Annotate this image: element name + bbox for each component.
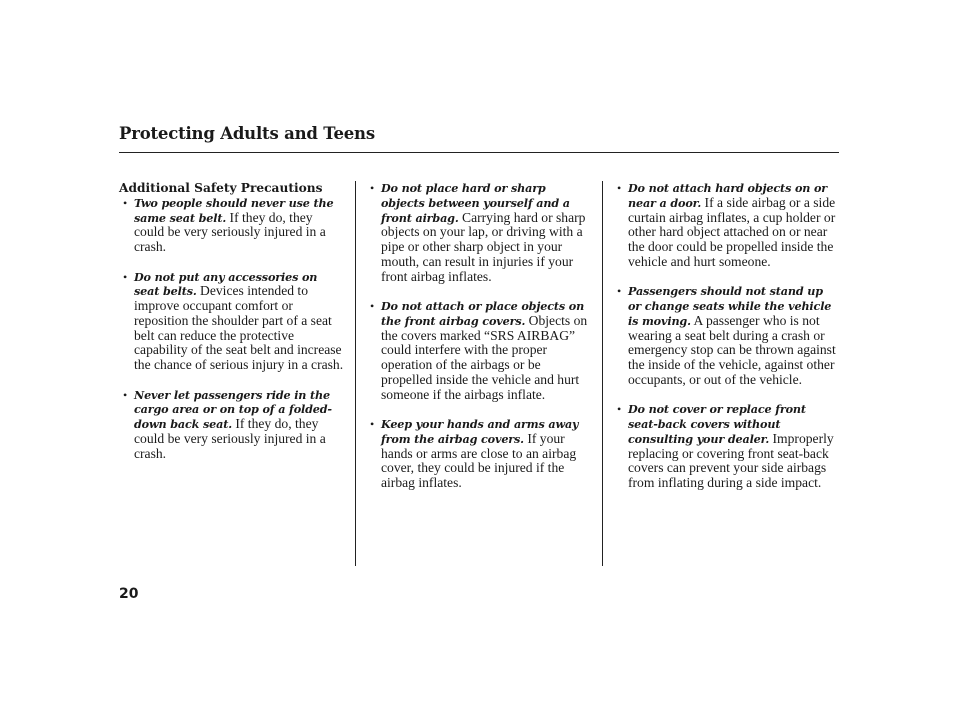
page-title: Protecting Adults and Teens [119, 124, 375, 143]
list-item [366, 299, 592, 402]
list-item [613, 402, 839, 491]
item-lead: Do not cover or replace front seat-back covers without consulting your dealer. [628, 402, 806, 446]
item-text: A passenger who is not wearing a seat belt during a crash or emergency stop can be thrown against the inside of the vehicle, against other occupants, or out of the vehicle. [628, 312, 836, 387]
item-text: If they do, they could be very seriously injured in a crash. [134, 416, 326, 461]
item-text: Devices intended to improve occupant comfort or reposition the shoulder part of a seat belt can reduce the protective capability of the seat belt and increase the chance of serious injury in a crash. [134, 283, 344, 372]
page-number: 20 [119, 586, 139, 602]
column-2 [366, 181, 592, 506]
item-text: If they do, they could be very seriously injured in a crash. [134, 209, 326, 254]
column-3 [613, 181, 839, 506]
list-item [613, 284, 839, 387]
bullet-icon: • [123, 269, 128, 284]
bullet-icon: • [370, 417, 375, 431]
item-lead: Do not attach hard objects on or near a door. [628, 181, 828, 210]
item-lead: Do not place hard or sharp objects between yourself and a front airbag. [381, 181, 570, 225]
item-lead: Do not put any accessories on seat belts. [134, 269, 318, 299]
item-text: If your hands or arms are close to an airbag cover, they could be injured if the airbag inflates. [381, 430, 577, 490]
bullet-icon: • [617, 402, 622, 417]
bullet-icon: • [617, 181, 622, 195]
title-divider [119, 152, 839, 153]
item-lead: Keep your hands and arms away from the airbag covers. [381, 417, 579, 446]
item-text: Carrying hard or sharp objects on your lap, or driving with a pipe or other sharp object in your mouth, can result in injuries if your front airbag inflates. [381, 209, 586, 284]
bullet-icon: • [370, 299, 375, 313]
item-text: Objects on the covers marked “SRS AIRBAG” could interfere with the proper operation of the airbags or be propelled inside the vehicle and hurt someone if the airbags inflate. [381, 312, 588, 402]
precautions-list-2 [366, 181, 592, 491]
item-lead: Passengers should not stand up or change seats while the vehicle is moving. [628, 284, 832, 328]
column-divider [602, 181, 603, 566]
list-item [366, 417, 592, 491]
list-item [119, 270, 345, 373]
column-1 [119, 181, 345, 476]
bullet-icon: • [370, 181, 375, 195]
item-text: Improperly replacing or covering front seat-back covers can prevent your side airbags from inflating during a side impact. [628, 430, 834, 490]
bullet-icon: • [617, 284, 622, 299]
item-lead: Two people should never use the same seat belt. [134, 195, 334, 225]
bullet-icon: • [123, 195, 128, 210]
precautions-list-1 [119, 196, 345, 462]
precautions-list-3 [613, 181, 839, 491]
list-item [119, 388, 345, 462]
item-lead: Do not attach or place objects on the front airbag covers. [381, 299, 585, 328]
item-lead: Never let passengers ride in the cargo area or on top of a folded-down back seat. [134, 387, 332, 431]
list-item [366, 181, 592, 284]
column-divider [355, 181, 356, 566]
bullet-icon: • [123, 387, 128, 402]
item-text: If a side airbag or a side curtain airbag inflates, a cup holder or other hard object attached on or near the door could be propelled inside the vehicle and hurt someone. [628, 194, 836, 269]
list-item [119, 196, 345, 255]
list-item [613, 181, 839, 270]
section-heading: Additional Safety Precautions [119, 181, 323, 195]
